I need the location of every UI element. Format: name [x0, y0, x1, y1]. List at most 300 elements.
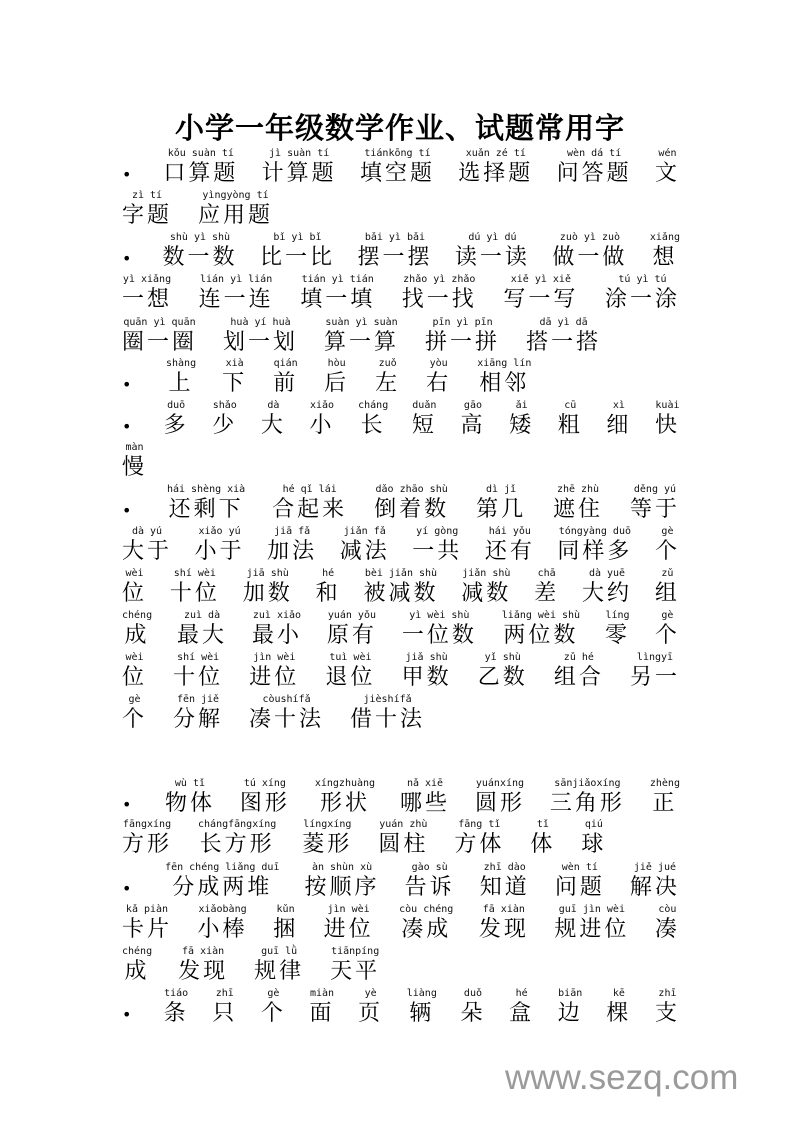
vocab-line: [122, 356, 680, 398]
hanzi: 多: [163, 413, 189, 438]
hanzi: 细: [606, 413, 632, 438]
hanzi: 慢: [122, 455, 148, 480]
hanzi: 十位: [173, 665, 224, 690]
vocab-word: [261, 988, 286, 1028]
vocab-word: [655, 904, 680, 944]
hanzi: 和: [315, 581, 341, 606]
vocab-word: [212, 988, 237, 1028]
hanzi: 凑十法: [249, 707, 325, 732]
bullet-icon: •: [122, 1005, 132, 1024]
vocab-word: [509, 988, 534, 1028]
vocab-word: [655, 568, 680, 608]
vocab-word: [165, 862, 279, 902]
vocab-line: [122, 692, 680, 734]
hanzi: 盒: [509, 1001, 535, 1026]
pinyin: língxíng: [303, 819, 352, 830]
pinyin: yì wèi shù: [409, 610, 470, 621]
vocab-word: [581, 819, 606, 859]
hanzi: 形状: [319, 791, 370, 816]
hanzi: 另一: [629, 665, 680, 690]
hanzi: 等于: [629, 497, 680, 522]
vocab-word: [122, 694, 147, 734]
vocab-word: [198, 190, 273, 230]
page-title: 小学一年级数学作业、试题常用字: [174, 111, 625, 145]
pinyin: àn shùn xù: [311, 862, 373, 873]
pinyin: nǎ xiē: [406, 778, 444, 789]
hanzi: 组: [654, 581, 680, 606]
bullet-icon: •: [122, 501, 132, 520]
pinyin: shǎo: [212, 400, 237, 411]
hanzi: 凑: [654, 917, 680, 942]
pinyin: zuò yì zuò: [559, 232, 621, 243]
hanzi: 涂一涂: [604, 287, 680, 312]
hanzi: 规律: [254, 959, 305, 984]
hanzi: 问答题: [556, 161, 632, 186]
vocab-word: [195, 526, 245, 566]
vocab-word: [164, 400, 189, 440]
hanzi: 计算题: [261, 161, 337, 186]
vocab-word: [476, 484, 526, 524]
pinyin: xiǎobàng: [198, 904, 247, 915]
pinyin: jiǎn shù: [462, 568, 511, 579]
hanzi: 矮: [509, 413, 535, 438]
vocab-word: [167, 484, 245, 524]
hanzi: 小棒: [197, 917, 248, 942]
pinyin: wù tǐ: [174, 778, 205, 789]
pinyin: jiǎ shù: [405, 652, 448, 663]
vocab-word: [402, 610, 477, 650]
vocab-word: [530, 819, 555, 859]
pinyin: dà yú: [131, 526, 163, 537]
pinyin: tiáo: [164, 988, 189, 999]
vocab-word: [553, 484, 603, 524]
vocab-line: [122, 566, 680, 608]
pinyin: zǔ hé: [563, 652, 594, 663]
hanzi: 找一找: [401, 287, 477, 312]
hanzi: 读一读: [454, 245, 530, 270]
vocab-word: [267, 526, 317, 566]
vocab-word: [122, 442, 147, 482]
vocab-word: [198, 819, 276, 859]
vocab-word: [309, 400, 334, 440]
hanzi: 正: [652, 791, 678, 816]
vocab-word: [400, 778, 450, 818]
pinyin: cū: [564, 400, 577, 411]
vocab-word: [606, 988, 631, 1028]
pinyin: màn: [125, 442, 144, 453]
pinyin: shí wèi: [177, 652, 220, 663]
pinyin: jièshífǎ: [363, 694, 412, 705]
pinyin: xuǎn zé tí: [465, 148, 526, 159]
hanzi: 边: [557, 1001, 583, 1026]
vocab-word: [122, 274, 172, 314]
hanzi: 进位: [323, 917, 374, 942]
vocab-word: [606, 400, 631, 440]
vocab-word: [509, 400, 534, 440]
hanzi: 十位: [169, 581, 220, 606]
hanzi: 大于: [122, 539, 173, 564]
vocab-word: [273, 904, 298, 944]
vocab-word: [480, 862, 530, 902]
pinyin: děng yú: [633, 484, 677, 495]
vocab-word: [582, 568, 632, 608]
vocab-word: [122, 610, 152, 650]
hanzi: 数一数: [162, 245, 238, 270]
pinyin: zhī dào: [483, 862, 526, 873]
hanzi: 原有: [326, 623, 377, 648]
pinyin: zhī: [658, 988, 677, 999]
hanzi: 天平: [330, 959, 381, 984]
pinyin: xiǎo: [309, 400, 335, 411]
vocab-word: [475, 778, 525, 818]
vocab-word: [222, 358, 247, 398]
hanzi: 位: [122, 581, 148, 606]
hanzi: 被减数: [363, 581, 439, 606]
pinyin: jì suàn tí: [269, 148, 330, 159]
vocab-word: [402, 274, 477, 314]
hanzi: 合起来: [272, 497, 348, 522]
hanzi: 下: [222, 371, 248, 396]
pinyin: xiǎng: [649, 232, 680, 243]
vocab-word: [302, 819, 352, 859]
pinyin: chéng: [122, 610, 153, 621]
hanzi: 小于: [194, 539, 245, 564]
hanzi: 图形: [239, 791, 290, 816]
hanzi: 个: [122, 707, 148, 732]
pinyin: yìngyòng tí: [202, 190, 269, 201]
vocab-line: [122, 902, 680, 944]
vocab-word: [655, 148, 680, 188]
pinyin: shàng: [166, 358, 197, 369]
hanzi: 凑成: [401, 917, 452, 942]
hanzi: 体: [530, 832, 556, 857]
vocab-word: [122, 190, 172, 230]
vocab-word: [357, 232, 432, 272]
pinyin: fēn chéng liǎng duī: [165, 862, 280, 873]
hanzi: 球: [581, 832, 607, 857]
hanzi: 做一做: [552, 245, 628, 270]
vocab-word: [340, 526, 390, 566]
hanzi: 写一写: [503, 287, 579, 312]
pinyin: hái shèng xià: [166, 484, 246, 495]
vocab-word: [630, 862, 680, 902]
pinyin: gāo: [463, 400, 482, 411]
hanzi: 进位: [249, 665, 300, 690]
vocab-line: [122, 776, 680, 818]
vocab-word: [460, 988, 485, 1028]
vocab-word: [425, 317, 500, 357]
hanzi: 摆一摆: [357, 245, 433, 270]
hanzi: 大约: [582, 581, 633, 606]
hanzi: 填一填: [300, 287, 376, 312]
pinyin: qiú: [584, 819, 603, 830]
bullet-icon: •: [122, 879, 132, 898]
hanzi: 相邻: [479, 371, 530, 396]
pinyin: zhǎo yì zhǎo: [403, 274, 476, 285]
pinyin: quān yì quān: [123, 317, 196, 328]
hanzi: 右: [426, 371, 452, 396]
hanzi: 算一算: [324, 330, 400, 355]
pinyin: tiānpíng: [331, 946, 380, 957]
hanzi: 解决: [629, 875, 680, 900]
vocab-line: [122, 608, 680, 650]
vocab-word: [260, 232, 335, 272]
hanzi: 高: [460, 413, 486, 438]
hanzi: 知道: [479, 875, 530, 900]
pinyin: còu: [658, 904, 677, 915]
pinyin: kǎ piàn: [125, 904, 169, 915]
pinyin: hé: [322, 568, 335, 579]
pinyin: fāngxíng: [122, 819, 172, 830]
pinyin: yuánxíng: [475, 778, 525, 789]
hanzi: 按顺序: [304, 875, 380, 900]
pinyin: zǔ: [661, 568, 674, 579]
vocab-word: [455, 232, 530, 272]
pinyin: jìn wèi: [327, 904, 370, 915]
hanzi: 捆: [273, 917, 299, 942]
vocab-line: [122, 986, 680, 1028]
pinyin: kuài: [655, 400, 680, 411]
vocab-word: [163, 148, 238, 188]
vocab-line: [122, 524, 680, 566]
hanzi: 哪些: [400, 791, 451, 816]
hanzi: 只: [212, 1001, 238, 1026]
hanzi: 加法: [267, 539, 318, 564]
hanzi: 成: [124, 959, 150, 984]
vocab-word: [198, 904, 248, 944]
bullet-icon: •: [122, 375, 132, 394]
hanzi: 物体: [164, 791, 215, 816]
bullet-icon: •: [122, 417, 132, 436]
hanzi: 遮住: [553, 497, 604, 522]
pinyin: tuì wèi: [329, 652, 372, 663]
vocab-word: [273, 358, 298, 398]
hanzi: 朵: [460, 1001, 486, 1026]
hanzi: 辆: [409, 1001, 435, 1026]
hanzi: 比一比: [259, 245, 335, 270]
hanzi: 位: [122, 665, 148, 690]
pinyin: zhèng: [649, 778, 680, 789]
pinyin: líng: [605, 610, 630, 621]
vocab-word: [461, 568, 511, 608]
pinyin: tǐ: [536, 819, 549, 830]
vocab-line: [122, 482, 680, 524]
vocab-word: [605, 610, 630, 650]
pinyin: miàn: [309, 988, 335, 999]
vocab-word: [426, 358, 451, 398]
pinyin: jiā fǎ: [274, 526, 311, 537]
vocab-word: [324, 358, 349, 398]
vocab-word: [375, 358, 400, 398]
hanzi: 连一连: [198, 287, 274, 312]
pinyin: jìn wèi: [253, 652, 296, 663]
vocab-word: [173, 694, 223, 734]
pinyin: tián yì tián: [301, 274, 374, 285]
pinyin: wèi: [125, 568, 144, 579]
vocab-word: [327, 610, 377, 650]
hanzi: 两位数: [503, 623, 579, 648]
vocab-word: [479, 904, 529, 944]
pinyin: zuǒ: [378, 358, 397, 369]
vocab-word: [554, 904, 629, 944]
pinyin: yòu: [429, 358, 448, 369]
pinyin: jiǎn fǎ: [343, 526, 386, 537]
hanzi: 三角形: [549, 791, 625, 816]
vocab-word: [358, 400, 388, 440]
vocab-line: [122, 230, 680, 272]
hanzi: 圆形: [474, 791, 525, 816]
vocab-line: [122, 315, 680, 357]
hanzi: 卡片: [122, 917, 173, 942]
pinyin: tú xíng: [243, 778, 286, 789]
hanzi: 想: [652, 245, 678, 270]
pinyin: còushífǎ: [262, 694, 311, 705]
vocab-word: [503, 274, 578, 314]
hanzi: 小: [309, 413, 335, 438]
hanzi: 组合: [553, 665, 604, 690]
vocab-word: [630, 652, 680, 692]
hanzi: 粗: [557, 413, 583, 438]
hanzi: 个: [654, 623, 680, 648]
pinyin: gè: [128, 694, 141, 705]
hanzi: 差: [534, 581, 560, 606]
pinyin: bèi jiǎn shù: [364, 568, 438, 579]
vocab-word: [122, 904, 172, 944]
vocab-word: [552, 232, 627, 272]
bullet-icon: •: [122, 795, 132, 814]
vocab-word: [165, 778, 215, 818]
pinyin: guī lǜ: [261, 946, 298, 957]
vocab-word: [454, 819, 504, 859]
vocab-word: [399, 904, 453, 944]
pinyin: dú yì dú: [468, 232, 517, 243]
pinyin: còu chéng: [399, 904, 454, 915]
vocab-word: [223, 317, 298, 357]
vocab-word: [405, 862, 455, 902]
hanzi: 口算题: [163, 161, 239, 186]
pinyin: zhī: [215, 988, 234, 999]
pinyin: wén: [658, 148, 677, 159]
hanzi: 退位: [325, 665, 376, 690]
hanzi: 减数: [461, 581, 512, 606]
hanzi: 上: [168, 371, 194, 396]
hanzi: 个: [654, 539, 680, 564]
vocab-word: [243, 568, 293, 608]
vocab-word: [478, 652, 528, 692]
bullet-icon: •: [122, 165, 132, 184]
pinyin: hái yǒu: [488, 526, 531, 537]
vocab-word: [460, 400, 485, 440]
vocab-line: [122, 146, 680, 188]
hanzi: 同样多: [557, 539, 633, 564]
hanzi: 面: [309, 1001, 335, 1026]
pinyin: duō: [167, 400, 186, 411]
hanzi: 个: [260, 1001, 286, 1026]
pinyin: kǔn: [276, 904, 295, 915]
pinyin: shù yì shù: [169, 232, 231, 243]
vocab-word: [534, 568, 559, 608]
pinyin: tiánkōng tí: [364, 148, 431, 159]
vocab-word: [558, 988, 583, 1028]
pinyin: wèn tí: [561, 862, 598, 873]
pinyin: zuì xiǎo: [252, 610, 302, 621]
vocab-word: [173, 652, 223, 692]
pinyin: bǎi yì bǎi: [364, 232, 426, 243]
vocab-word: [122, 946, 152, 986]
pinyin: suàn yì suàn: [325, 317, 398, 328]
vocab-line: [122, 188, 680, 230]
vocab-word: [170, 568, 220, 608]
vocab-word: [630, 484, 680, 524]
hanzi: 应用题: [198, 203, 274, 228]
pinyin: chéng: [122, 946, 153, 957]
pinyin: wèi: [125, 652, 144, 663]
pinyin: yuán yǒu: [327, 610, 376, 621]
vocab-word: [655, 526, 680, 566]
hanzi: 借十法: [350, 707, 426, 732]
hanzi: 减法: [339, 539, 390, 564]
hanzi: 左: [375, 371, 401, 396]
vocab-word: [122, 568, 147, 608]
hanzi: 长方形: [199, 832, 275, 857]
vocab-line: [122, 272, 680, 314]
vocab-word: [477, 358, 531, 398]
vocab-word: [122, 526, 172, 566]
vocab-word: [378, 819, 428, 859]
vocab-word: [240, 778, 290, 818]
pinyin: xià: [225, 358, 244, 369]
hanzi: 零: [604, 623, 630, 648]
vocab-word: [199, 274, 274, 314]
vocab-word: [309, 988, 334, 1028]
pinyin: tú yì tú: [618, 274, 667, 285]
pinyin: ǎi: [515, 400, 528, 411]
pinyin: xíngzhuàng: [314, 778, 376, 789]
vocab-word: [178, 946, 228, 986]
vocab-word: [122, 317, 197, 357]
pinyin: yuán zhù: [379, 819, 428, 830]
vocab-word: [330, 946, 380, 986]
pinyin: duǎn: [412, 400, 437, 411]
vocab-word: [650, 778, 680, 818]
pinyin: zì tí: [131, 190, 163, 201]
pinyin: gào sù: [411, 862, 448, 873]
vocab-word: [325, 652, 375, 692]
pinyin: fāng tǐ: [458, 819, 501, 830]
vocab-word: [402, 652, 452, 692]
vocab-line: [122, 817, 680, 859]
hanzi: 倒着数: [374, 497, 450, 522]
vocab-word: [412, 400, 437, 440]
hanzi: 划一划: [223, 330, 299, 355]
vocab-word: [162, 232, 237, 272]
vocab-word: [412, 526, 462, 566]
vocab-word: [526, 317, 601, 357]
vocab-word: [605, 274, 680, 314]
pinyin: dǎo zhāo shù: [375, 484, 448, 495]
hanzi: 短: [411, 413, 437, 438]
hanzi: 支: [654, 1001, 680, 1026]
hanzi: 菱形: [302, 832, 353, 857]
hanzi: 长: [360, 413, 386, 438]
hanzi: 大: [260, 413, 286, 438]
hanzi: 甲数: [401, 665, 452, 690]
hanzi: 圆柱: [378, 832, 429, 857]
pinyin: zhē zhù: [556, 484, 600, 495]
vocab-word: [166, 358, 196, 398]
vocab-line: [122, 398, 680, 440]
hanzi: 分成两堆: [172, 875, 273, 900]
